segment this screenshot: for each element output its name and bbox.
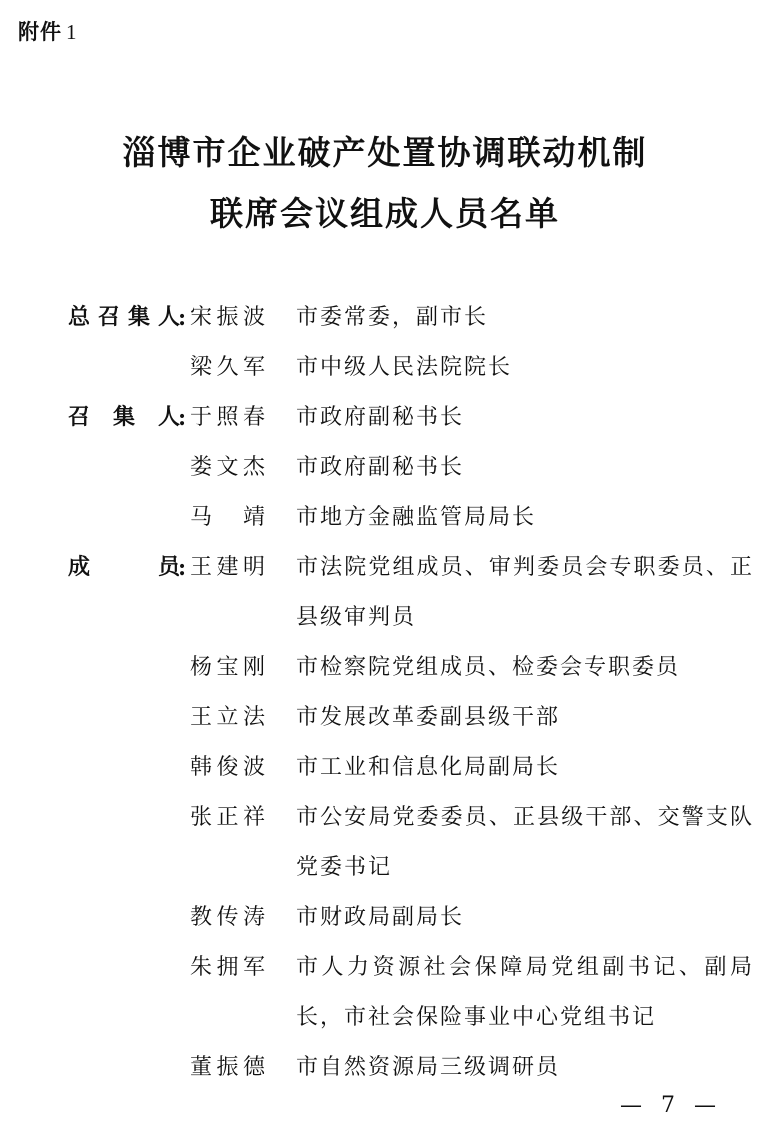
member-position: 市财政局副局长 [296, 905, 465, 930]
member-name: 宋振波 [190, 305, 266, 330]
member-name: 韩俊波 [190, 755, 266, 780]
document-title-line-1: 淄博市企业破产处置协调联动机制 [122, 133, 648, 172]
member-position: 市工业和信息化局副局长 [296, 755, 561, 780]
member-name: 马靖 [190, 505, 266, 530]
member-name: 于照春 [190, 405, 266, 430]
member-name: 朱拥军 [190, 955, 266, 980]
role-colon: : [178, 555, 187, 581]
roster-row [0, 443, 770, 493]
member-name: 王建明 [190, 555, 266, 580]
member-name: 张正祥 [190, 805, 266, 830]
member-position: 市中级人民法院院长 [296, 355, 513, 380]
member-position: 市公安局党委委员、正县级干部、交警支队党委书记 [296, 805, 754, 880]
attachment-label-text: 附件 [18, 20, 62, 44]
member-name: 梁久军 [190, 355, 266, 380]
member-position: 市发展改革委副县级干部 [296, 705, 561, 730]
member-position: 市政府副秘书长 [296, 405, 465, 430]
role-label: 召集人 [68, 405, 180, 430]
roster-row [0, 343, 770, 393]
member-roster [0, 293, 770, 1093]
attachment-number: 1 [66, 20, 78, 44]
roster-row [0, 493, 770, 543]
member-position: 市人力资源社会保障局党组副书记、副局长，市社会保险事业中心党组书记 [296, 955, 754, 1030]
role-colon: : [178, 405, 187, 431]
member-position: 市法院党组成员、审判委员会专职委员、正县级审判员 [296, 555, 754, 630]
roster-row [0, 893, 770, 943]
member-name: 王立法 [190, 705, 266, 730]
member-name: 娄文杰 [190, 455, 266, 480]
roster-row [0, 943, 770, 1043]
document-title-line-2: 联席会议组成人员名单 [210, 194, 560, 233]
roster-row [0, 743, 770, 793]
roster-row [0, 293, 770, 343]
role-label: 总召集人 [68, 305, 180, 330]
member-position: 市政府副秘书长 [296, 455, 465, 480]
roster-row [0, 1043, 770, 1093]
member-position: 市地方金融监管局局长 [296, 505, 537, 530]
member-name: 杨宝刚 [190, 655, 266, 680]
roster-row [0, 693, 770, 743]
member-position: 市检察院党组成员、检委会专职委员 [296, 655, 681, 680]
member-name: 教传涛 [190, 905, 266, 930]
page-number: — 7 — [620, 1093, 722, 1118]
role-label: 成员 [68, 555, 180, 580]
role-colon: : [178, 305, 187, 331]
roster-row [0, 793, 770, 893]
roster-row [0, 643, 770, 693]
attachment-label [18, 16, 78, 46]
member-position: 市委常委，副市长 [296, 305, 489, 330]
roster-row [0, 393, 770, 443]
member-position: 市自然资源局三级调研员 [296, 1055, 561, 1080]
member-name: 董振德 [190, 1055, 266, 1080]
roster-row [0, 543, 770, 643]
